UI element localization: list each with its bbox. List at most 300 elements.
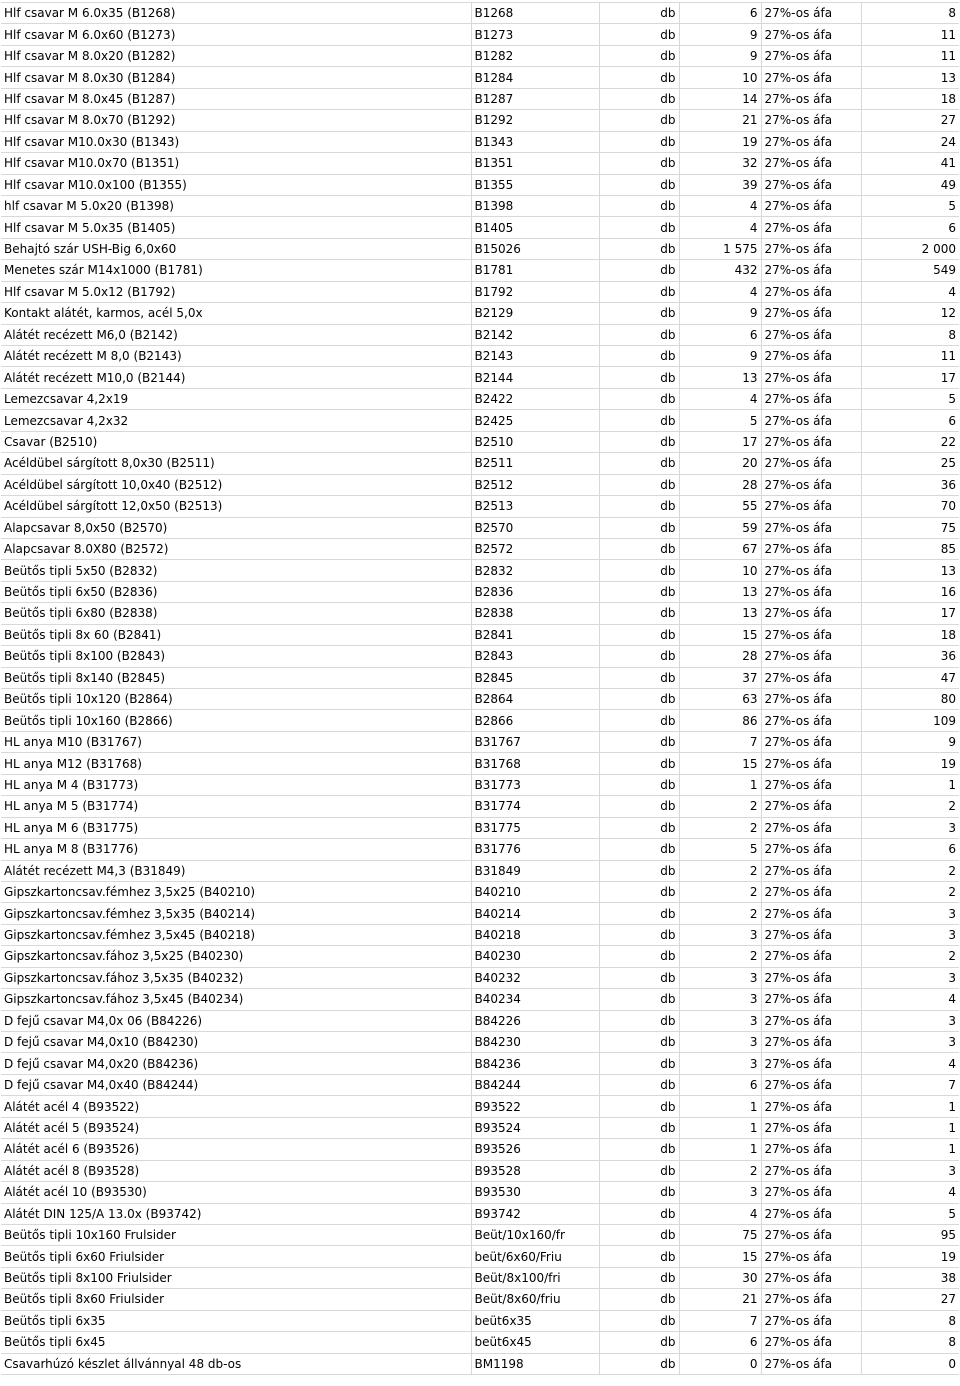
product-code-cell: B84230 (471, 1032, 599, 1053)
unit-cell: db (599, 260, 679, 281)
unit-cell: db (599, 1310, 679, 1331)
quantity-cell: 20 (679, 453, 761, 474)
quantity-cell: 2 (679, 946, 761, 967)
gross-price-cell: 22 (861, 431, 959, 452)
unit-cell: db (599, 281, 679, 302)
quantity-cell: 10 (679, 67, 761, 88)
vat-cell: 27%-os áfa (761, 1117, 861, 1138)
unit-cell: db (599, 217, 679, 238)
unit-cell: db (599, 324, 679, 345)
table-row (1, 1203, 959, 1224)
vat-cell: 27%-os áfa (761, 496, 861, 517)
gross-price-cell: 11 (861, 346, 959, 367)
gross-price-cell: 6 (861, 410, 959, 431)
vat-cell: 27%-os áfa (761, 1224, 861, 1245)
vat-cell: 27%-os áfa (761, 1353, 861, 1374)
product-name-cell: Beütős tipli 10x120 (B2864) (1, 689, 471, 710)
quantity-cell: 15 (679, 624, 761, 645)
gross-price-cell: 3 (861, 967, 959, 988)
quantity-cell: 1 575 (679, 238, 761, 259)
product-name-cell: Beütős tipli 8x60 Friulsider (1, 1289, 471, 1310)
table-row (1, 24, 959, 45)
vat-cell: 27%-os áfa (761, 67, 861, 88)
unit-cell: db (599, 153, 679, 174)
quantity-cell: 0 (679, 1353, 761, 1374)
table-row (1, 346, 959, 367)
table-row (1, 453, 959, 474)
product-code-cell: B1273 (471, 24, 599, 45)
product-name-cell: Csavarhúzó készlet állvánnyal 48 db-os (1, 1353, 471, 1374)
gross-price-cell: 41 (861, 153, 959, 174)
product-name-cell: Alátét acél 10 (B93530) (1, 1182, 471, 1203)
table-row (1, 431, 959, 452)
product-code-cell: B2832 (471, 560, 599, 581)
gross-price-cell: 3 (861, 1160, 959, 1181)
product-name-cell: Menetes szár M14x1000 (B1781) (1, 260, 471, 281)
quantity-cell: 4 (679, 217, 761, 238)
gross-price-cell: 36 (861, 646, 959, 667)
unit-cell: db (599, 1203, 679, 1224)
product-code-cell: B1792 (471, 281, 599, 302)
vat-cell: 27%-os áfa (761, 1139, 861, 1160)
product-code-cell: B1781 (471, 260, 599, 281)
vat-cell: 27%-os áfa (761, 1267, 861, 1288)
product-name-cell: Hlf csavar M 8.0x20 (B1282) (1, 45, 471, 66)
product-name-cell: Lemezcsavar 4,2x32 (1, 410, 471, 431)
gross-price-cell: 80 (861, 689, 959, 710)
vat-cell: 27%-os áfa (761, 1053, 861, 1074)
product-name-cell: Acéldübel sárgított 12,0x50 (B2513) (1, 496, 471, 517)
product-code-cell: B1282 (471, 45, 599, 66)
product-code-cell: Beüt/8x60/friu (471, 1289, 599, 1310)
unit-cell: db (599, 796, 679, 817)
quantity-cell: 2 (679, 860, 761, 881)
product-name-cell: Beütős tipli 10x160 (B2866) (1, 710, 471, 731)
quantity-cell: 55 (679, 496, 761, 517)
product-name-cell: Hlf csavar M10.0x100 (B1355) (1, 174, 471, 195)
gross-price-cell: 8 (861, 3, 959, 24)
quantity-cell: 3 (679, 1182, 761, 1203)
product-name-cell: Alátét acél 4 (B93522) (1, 1096, 471, 1117)
table-row (1, 324, 959, 345)
table-row (1, 1224, 959, 1245)
quantity-cell: 63 (679, 689, 761, 710)
vat-cell: 27%-os áfa (761, 303, 861, 324)
table-row (1, 1310, 959, 1331)
gross-price-cell: 8 (861, 1332, 959, 1353)
product-code-cell: B1398 (471, 195, 599, 216)
table-row (1, 924, 959, 945)
gross-price-cell: 5 (861, 1203, 959, 1224)
vat-cell: 27%-os áfa (761, 1160, 861, 1181)
unit-cell: db (599, 346, 679, 367)
vat-cell: 27%-os áfa (761, 367, 861, 388)
gross-price-cell: 2 (861, 860, 959, 881)
product-code-cell: B2142 (471, 324, 599, 345)
quantity-cell: 13 (679, 603, 761, 624)
product-code-cell: B2512 (471, 474, 599, 495)
unit-cell: db (599, 946, 679, 967)
gross-price-cell: 5 (861, 195, 959, 216)
gross-price-cell: 4 (861, 989, 959, 1010)
table-row (1, 753, 959, 774)
product-code-cell: BM1198 (471, 1353, 599, 1374)
quantity-cell: 3 (679, 989, 761, 1010)
quantity-cell: 5 (679, 410, 761, 431)
vat-cell: 27%-os áfa (761, 1246, 861, 1267)
quantity-cell: 4 (679, 195, 761, 216)
vat-cell: 27%-os áfa (761, 946, 861, 967)
gross-price-cell: 85 (861, 538, 959, 559)
product-name-cell: Lemezcsavar 4,2x19 (1, 388, 471, 409)
table-row (1, 538, 959, 559)
vat-cell: 27%-os áfa (761, 1310, 861, 1331)
product-code-cell: B40218 (471, 924, 599, 945)
unit-cell: db (599, 1010, 679, 1031)
table-row (1, 1267, 959, 1288)
quantity-cell: 3 (679, 1053, 761, 1074)
gross-price-cell: 6 (861, 839, 959, 860)
product-code-cell: B93742 (471, 1203, 599, 1224)
product-name-cell: Alátét recézett M4,3 (B31849) (1, 860, 471, 881)
quantity-cell: 15 (679, 1246, 761, 1267)
quantity-cell: 3 (679, 1032, 761, 1053)
product-code-cell: B40234 (471, 989, 599, 1010)
table-row (1, 517, 959, 538)
unit-cell: db (599, 710, 679, 731)
product-name-cell: HL anya M 5 (B31774) (1, 796, 471, 817)
product-code-cell: B1284 (471, 67, 599, 88)
table-row (1, 88, 959, 109)
unit-cell: db (599, 903, 679, 924)
gross-price-cell: 2 (861, 796, 959, 817)
gross-price-cell: 2 (861, 881, 959, 902)
table-row (1, 388, 959, 409)
gross-price-cell: 4 (861, 1053, 959, 1074)
product-name-cell: Gipszkartoncsav.fához 3,5x25 (B40230) (1, 946, 471, 967)
quantity-cell: 75 (679, 1224, 761, 1245)
vat-cell: 27%-os áfa (761, 217, 861, 238)
product-code-cell: B2510 (471, 431, 599, 452)
unit-cell: db (599, 1053, 679, 1074)
product-code-cell: B2143 (471, 346, 599, 367)
gross-price-cell: 18 (861, 624, 959, 645)
table-row (1, 110, 959, 131)
table-row (1, 1074, 959, 1095)
product-code-cell: B2513 (471, 496, 599, 517)
vat-cell: 27%-os áfa (761, 474, 861, 495)
product-code-cell: B2511 (471, 453, 599, 474)
table-row (1, 1010, 959, 1031)
gross-price-cell: 9 (861, 731, 959, 752)
product-code-cell: B93526 (471, 1139, 599, 1160)
gross-price-cell: 13 (861, 560, 959, 581)
unit-cell: db (599, 1289, 679, 1310)
table-row (1, 45, 959, 66)
unit-cell: db (599, 967, 679, 988)
vat-cell: 27%-os áfa (761, 346, 861, 367)
table-row (1, 1353, 959, 1374)
quantity-cell: 21 (679, 110, 761, 131)
unit-cell: db (599, 924, 679, 945)
quantity-cell: 2 (679, 1160, 761, 1181)
product-code-cell: Beüt/8x100/fri (471, 1267, 599, 1288)
table-row (1, 195, 959, 216)
unit-cell: db (599, 689, 679, 710)
unit-cell: db (599, 45, 679, 66)
table-row (1, 710, 959, 731)
unit-cell: db (599, 174, 679, 195)
gross-price-cell: 25 (861, 453, 959, 474)
unit-cell: db (599, 3, 679, 24)
gross-price-cell: 13 (861, 67, 959, 88)
unit-cell: db (599, 1117, 679, 1138)
product-name-cell: Gipszkartoncsav.fémhez 3,5x45 (B40218) (1, 924, 471, 945)
quantity-cell: 86 (679, 710, 761, 731)
vat-cell: 27%-os áfa (761, 538, 861, 559)
unit-cell: db (599, 560, 679, 581)
product-name-cell: Hlf csavar M 8.0x70 (B1292) (1, 110, 471, 131)
unit-cell: db (599, 474, 679, 495)
unit-cell: db (599, 453, 679, 474)
product-code-cell: Beüt/10x160/fr (471, 1224, 599, 1245)
vat-cell: 27%-os áfa (761, 153, 861, 174)
product-code-cell: B1351 (471, 153, 599, 174)
vat-cell: 27%-os áfa (761, 924, 861, 945)
product-name-cell: D fejű csavar M4,0x 06 (B84226) (1, 1010, 471, 1031)
product-name-cell: Gipszkartoncsav.fémhez 3,5x25 (B40210) (1, 881, 471, 902)
quantity-cell: 15 (679, 753, 761, 774)
table-row (1, 560, 959, 581)
quantity-cell: 9 (679, 346, 761, 367)
product-code-cell: B93524 (471, 1117, 599, 1138)
gross-price-cell: 11 (861, 24, 959, 45)
product-code-cell: B2425 (471, 410, 599, 431)
gross-price-cell: 3 (861, 1010, 959, 1031)
product-name-cell: Hlf csavar M 8.0x30 (B1284) (1, 67, 471, 88)
gross-price-cell: 0 (861, 1353, 959, 1374)
quantity-cell: 6 (679, 1332, 761, 1353)
quantity-cell: 6 (679, 324, 761, 345)
vat-cell: 27%-os áfa (761, 260, 861, 281)
product-code-cell: B84226 (471, 1010, 599, 1031)
vat-cell: 27%-os áfa (761, 817, 861, 838)
quantity-cell: 19 (679, 131, 761, 152)
product-name-cell: Kontakt alátét, karmos, acél 5,0x (1, 303, 471, 324)
quantity-cell: 5 (679, 839, 761, 860)
vat-cell: 27%-os áfa (761, 195, 861, 216)
gross-price-cell: 47 (861, 667, 959, 688)
unit-cell: db (599, 646, 679, 667)
table-row (1, 496, 959, 517)
unit-cell: db (599, 88, 679, 109)
vat-cell: 27%-os áfa (761, 410, 861, 431)
table-row (1, 689, 959, 710)
vat-cell: 27%-os áfa (761, 624, 861, 645)
table-row (1, 1182, 959, 1203)
gross-price-cell: 1 (861, 1117, 959, 1138)
product-code-cell: B1292 (471, 110, 599, 131)
gross-price-cell: 19 (861, 753, 959, 774)
product-name-cell: Beütős tipli 8x 60 (B2841) (1, 624, 471, 645)
gross-price-cell: 3 (861, 1032, 959, 1053)
product-name-cell: Beütős tipli 6x50 (B2836) (1, 581, 471, 602)
table-row (1, 817, 959, 838)
product-code-cell: B2845 (471, 667, 599, 688)
unit-cell: db (599, 774, 679, 795)
table-row (1, 603, 959, 624)
product-name-cell: D fejű csavar M4,0x40 (B84244) (1, 1074, 471, 1095)
product-name-cell: Hlf csavar M 6.0x60 (B1273) (1, 24, 471, 45)
product-name-cell: Beütős tipli 10x160 Frulsider (1, 1224, 471, 1245)
vat-cell: 27%-os áfa (761, 517, 861, 538)
table-row (1, 1160, 959, 1181)
product-code-cell: B84236 (471, 1053, 599, 1074)
gross-price-cell: 17 (861, 603, 959, 624)
unit-cell: db (599, 624, 679, 645)
unit-cell: db (599, 538, 679, 559)
vat-cell: 27%-os áfa (761, 388, 861, 409)
table-row (1, 839, 959, 860)
vat-cell: 27%-os áfa (761, 1096, 861, 1117)
quantity-cell: 7 (679, 1310, 761, 1331)
vat-cell: 27%-os áfa (761, 131, 861, 152)
table-row (1, 303, 959, 324)
product-name-cell: HL anya M10 (B31767) (1, 731, 471, 752)
table-row (1, 1117, 959, 1138)
product-code-cell: B93522 (471, 1096, 599, 1117)
quantity-cell: 9 (679, 45, 761, 66)
product-code-cell: B40214 (471, 903, 599, 924)
product-code-cell: B2843 (471, 646, 599, 667)
product-code-cell: B2864 (471, 689, 599, 710)
gross-price-cell: 8 (861, 1310, 959, 1331)
vat-cell: 27%-os áfa (761, 24, 861, 45)
unit-cell: db (599, 881, 679, 902)
unit-cell: db (599, 431, 679, 452)
product-code-cell: B1287 (471, 88, 599, 109)
product-name-cell: Hlf csavar M 5.0x35 (B1405) (1, 217, 471, 238)
vat-cell: 27%-os áfa (761, 281, 861, 302)
table-row (1, 1246, 959, 1267)
product-code-cell: B84244 (471, 1074, 599, 1095)
unit-cell: db (599, 1139, 679, 1160)
product-code-cell: B31849 (471, 860, 599, 881)
quantity-cell: 6 (679, 1074, 761, 1095)
gross-price-cell: 5 (861, 388, 959, 409)
product-code-cell: B2838 (471, 603, 599, 624)
product-code-cell: B1268 (471, 3, 599, 24)
quantity-cell: 10 (679, 560, 761, 581)
vat-cell: 27%-os áfa (761, 45, 861, 66)
unit-cell: db (599, 195, 679, 216)
vat-cell: 27%-os áfa (761, 324, 861, 345)
gross-price-cell: 1 (861, 1139, 959, 1160)
table-row (1, 989, 959, 1010)
product-code-cell: B2841 (471, 624, 599, 645)
product-name-cell: Beütős tipli 8x100 (B2843) (1, 646, 471, 667)
quantity-cell: 7 (679, 731, 761, 752)
unit-cell: db (599, 860, 679, 881)
product-code-cell: B2836 (471, 581, 599, 602)
table-row (1, 581, 959, 602)
quantity-cell: 6 (679, 3, 761, 24)
unit-cell: db (599, 24, 679, 45)
product-name-cell: Alátét acél 5 (B93524) (1, 1117, 471, 1138)
table-row (1, 881, 959, 902)
table-row (1, 217, 959, 238)
product-name-cell: Beütős tipli 8x140 (B2845) (1, 667, 471, 688)
vat-cell: 27%-os áfa (761, 967, 861, 988)
gross-price-cell: 6 (861, 217, 959, 238)
gross-price-cell: 12 (861, 303, 959, 324)
vat-cell: 27%-os áfa (761, 431, 861, 452)
quantity-cell: 9 (679, 24, 761, 45)
product-name-cell: Alapcsavar 8,0x50 (B2570) (1, 517, 471, 538)
unit-cell: db (599, 410, 679, 431)
gross-price-cell: 7 (861, 1074, 959, 1095)
unit-cell: db (599, 1224, 679, 1245)
product-name-cell: HL anya M 4 (B31773) (1, 774, 471, 795)
quantity-cell: 28 (679, 646, 761, 667)
product-name-cell: Alátét recézett M10,0 (B2144) (1, 367, 471, 388)
unit-cell: db (599, 238, 679, 259)
product-name-cell: hlf csavar M 5.0x20 (B1398) (1, 195, 471, 216)
unit-cell: db (599, 731, 679, 752)
product-code-cell: B2866 (471, 710, 599, 731)
product-code-cell: beüt6x35 (471, 1310, 599, 1331)
table-row (1, 474, 959, 495)
table-row (1, 774, 959, 795)
product-name-cell: Beütős tipli 6x35 (1, 1310, 471, 1331)
quantity-cell: 4 (679, 1203, 761, 1224)
vat-cell: 27%-os áfa (761, 581, 861, 602)
quantity-cell: 13 (679, 367, 761, 388)
table-row (1, 260, 959, 281)
vat-cell: 27%-os áfa (761, 1074, 861, 1095)
vat-cell: 27%-os áfa (761, 689, 861, 710)
product-name-cell: Alapcsavar 8.0X80 (B2572) (1, 538, 471, 559)
product-name-cell: Csavar (B2510) (1, 431, 471, 452)
gross-price-cell: 3 (861, 817, 959, 838)
product-name-cell: Hlf csavar M 8.0x45 (B1287) (1, 88, 471, 109)
quantity-cell: 2 (679, 796, 761, 817)
product-name-cell: HL anya M12 (B31768) (1, 753, 471, 774)
quantity-cell: 4 (679, 388, 761, 409)
product-name-cell: Gipszkartoncsav.fához 3,5x45 (B40234) (1, 989, 471, 1010)
vat-cell: 27%-os áfa (761, 796, 861, 817)
table-row (1, 131, 959, 152)
table-row (1, 410, 959, 431)
vat-cell: 27%-os áfa (761, 903, 861, 924)
table-row (1, 3, 959, 24)
vat-cell: 27%-os áfa (761, 238, 861, 259)
product-name-cell: Hlf csavar M 6.0x35 (B1268) (1, 3, 471, 24)
unit-cell: db (599, 817, 679, 838)
product-code-cell: B93530 (471, 1182, 599, 1203)
product-code-cell: B93528 (471, 1160, 599, 1181)
product-name-cell: Beütős tipli 6x45 (1, 1332, 471, 1353)
vat-cell: 27%-os áfa (761, 989, 861, 1010)
quantity-cell: 2 (679, 817, 761, 838)
product-code-cell: B15026 (471, 238, 599, 259)
vat-cell: 27%-os áfa (761, 110, 861, 131)
quantity-cell: 13 (679, 581, 761, 602)
vat-cell: 27%-os áfa (761, 646, 861, 667)
gross-price-cell: 11 (861, 45, 959, 66)
unit-cell: db (599, 303, 679, 324)
vat-cell: 27%-os áfa (761, 1032, 861, 1053)
